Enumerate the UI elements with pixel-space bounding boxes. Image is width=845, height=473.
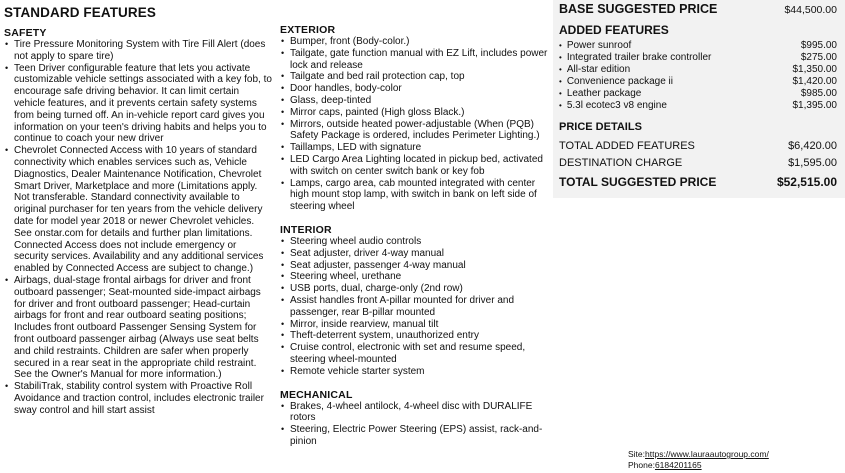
destination-charge-label: DESTINATION CHARGE: [559, 157, 683, 169]
added-feature-row: [559, 76, 837, 88]
list-item: • Mirrors, outside heated power-adjustable (When (PQB) Safety Package is ordered, includes Perimeter Lighting.): [280, 119, 548, 143]
list-item: • LED Cargo Area Lighting located in pickup bed, activated with switch on center switch bank or key fob: [280, 154, 548, 178]
list-item: • Chevrolet Connected Access with 10 years of standard connectivity which enables services such as, Vehicle Diagnostics, Dealer Maintenance Notification, Chevrolet Smart Driver, Marketplace and more (Limitations apply. Not transferable. Standard connectivity available to original purchaser for ten years from the vehicle delivery date for model year 2018 or newer Chevrolet vehicles. See onstar.com for details and further plan limitations. Connected Access does not include emergency or security services. Availability and any additional services enabled by Connected Access are subject to change.): [4, 145, 272, 275]
mechanical-section-title: MECHANICAL: [280, 388, 353, 401]
list-item: • Door handles, body-color: [280, 83, 548, 95]
phone-label: Phone:: [628, 459, 655, 470]
added-features-title: ADDED FEATURES: [559, 23, 669, 37]
added-feature-price: $1,395.00: [792, 100, 837, 111]
base-price-label: BASE SUGGESTED PRICE: [559, 2, 718, 16]
added-feature-price: $1,420.00: [792, 76, 837, 87]
list-item: • Glass, deep-tinted: [280, 95, 548, 107]
site-link[interactable]: https://www.lauraautogroup.com/: [645, 449, 769, 459]
list-item: • Steering, Electric Power Steering (EPS) assist, rack-and-pinion: [280, 424, 548, 448]
left-column: [4, 0, 272, 417]
site-line: [628, 449, 769, 460]
base-price-value: $44,500.00: [784, 4, 837, 16]
page-title: STANDARD FEATURES: [4, 5, 156, 20]
exterior-section-title: EXTERIOR: [280, 24, 336, 36]
base-price-row: [559, 2, 837, 16]
pricing-column: [553, 0, 845, 473]
list-item: • Tailgate and bed rail protection cap, top: [280, 71, 548, 83]
total-added-features-row: [559, 140, 837, 152]
destination-charge-value: $1,595.00: [788, 157, 837, 169]
added-feature-row: [559, 100, 837, 112]
list-item: • Brakes, 4-wheel antilock, 4-wheel disc with DURALIFE rotors: [280, 401, 548, 425]
mechanical-list: [280, 401, 548, 448]
list-item: • Taillamps, LED with signature: [280, 142, 548, 154]
added-features-list: [559, 40, 837, 112]
total-suggested-price-row: [559, 175, 837, 189]
list-item: • Remote vehicle starter system: [280, 366, 548, 378]
list-item: • StabiliTrak, stability control system with Proactive Roll Avoidance and traction control, includes electronic trailer sway control and hill start assist: [4, 381, 272, 416]
total-suggested-price-value: $52,515.00: [776, 175, 837, 189]
list-item: • Assist handles front A-pillar mounted for driver and passenger, rear B-pillar mounted: [280, 295, 548, 319]
exterior-list: [280, 36, 548, 213]
list-item: • Steering wheel audio controls: [280, 236, 548, 248]
list-item: • Seat adjuster, driver 4-way manual: [280, 248, 548, 260]
price-details-title: PRICE DETAILS: [559, 121, 642, 133]
added-feature-row: [559, 64, 837, 76]
list-item: • Bumper, front (Body-color.): [280, 36, 548, 48]
list-item: • Cruise control, electronic with set and resume speed, steering wheel-mounted: [280, 342, 548, 366]
added-feature-name: • Leather package: [559, 88, 641, 100]
phone-link[interactable]: 6184201165: [654, 459, 702, 470]
list-item: • Airbags, dual-stage frontal airbags for driver and front outboard passenger; Seat-mounted side-impact airbags for driver and front outboard passenger; Head-curtain airbags for front and rear outboard seating positions; Includes front outboard Passenger Sensing System for front outboard passenger airbag (Always use seat belts and child restraints. Children are safer when properly secured in a rear seat in the appropriate child restraint. See the Owner's Manual for more information.): [4, 275, 272, 381]
list-item: • Tailgate, gate function manual with EZ Lift, includes power lock and release: [280, 48, 548, 72]
added-feature-price: $985.00: [800, 88, 837, 99]
total-added-features-label: TOTAL ADDED FEATURES: [559, 140, 695, 152]
added-feature-row: [559, 88, 837, 100]
list-item: • Lamps, cargo area, cab mounted integrated with center high mount stop lamp, with switch in bank on left side of steering wheel: [280, 178, 548, 213]
safety-list: [4, 39, 272, 417]
list-item: • Steering wheel, urethane: [280, 271, 548, 283]
middle-column: [280, 0, 548, 448]
pricing-panel: [553, 0, 845, 198]
interior-section-title: INTERIOR: [280, 223, 332, 236]
phone-line: [628, 460, 769, 471]
site-label: Site:: [628, 449, 646, 459]
list-item: • USB ports, dual, charge-only (2nd row): [280, 283, 548, 295]
total-added-features-value: $6,420.00: [788, 140, 837, 152]
total-suggested-price-label: TOTAL SUGGESTED PRICE: [559, 175, 717, 189]
added-feature-price: $995.00: [800, 40, 837, 51]
added-feature-name: • Convenience package ii: [559, 76, 673, 88]
added-feature-row: [559, 52, 837, 64]
destination-charge-row: [559, 157, 837, 169]
list-item: • Mirror caps, painted (High gloss Black.): [280, 107, 548, 119]
list-item: • Tire Pressure Monitoring System with Tire Fill Alert (does not apply to spare tire): [4, 39, 272, 63]
list-item: • Mirror, inside rearview, manual tilt: [280, 319, 548, 331]
added-feature-name: • Integrated trailer brake controller: [559, 52, 711, 64]
added-feature-row: [559, 40, 837, 52]
safety-section-title: SAFETY: [4, 27, 47, 39]
contact-info: [628, 449, 769, 470]
added-feature-price: $1,350.00: [792, 64, 837, 75]
added-feature-name: • Power sunroof: [559, 40, 631, 52]
added-feature-name: • All-star edition: [559, 64, 630, 76]
interior-list: [280, 236, 548, 378]
added-feature-price: $275.00: [800, 52, 837, 63]
list-item: • Teen Driver configurable feature that lets you activate customizable vehicle settings associated with a key fob, to encourage safe driving behavior. It can limit certain vehicle features, and it prevents certain safety systems from being turned off. An in-vehicle report card gives you information on your teen's driving habits and helps you to continue to coach your new driver: [4, 63, 272, 146]
list-item: • Seat adjuster, passenger 4-way manual: [280, 260, 548, 272]
list-item: • Theft-deterrent system, unauthorized entry: [280, 330, 548, 342]
added-feature-name: • 5.3l ecotec3 v8 engine: [559, 100, 667, 112]
